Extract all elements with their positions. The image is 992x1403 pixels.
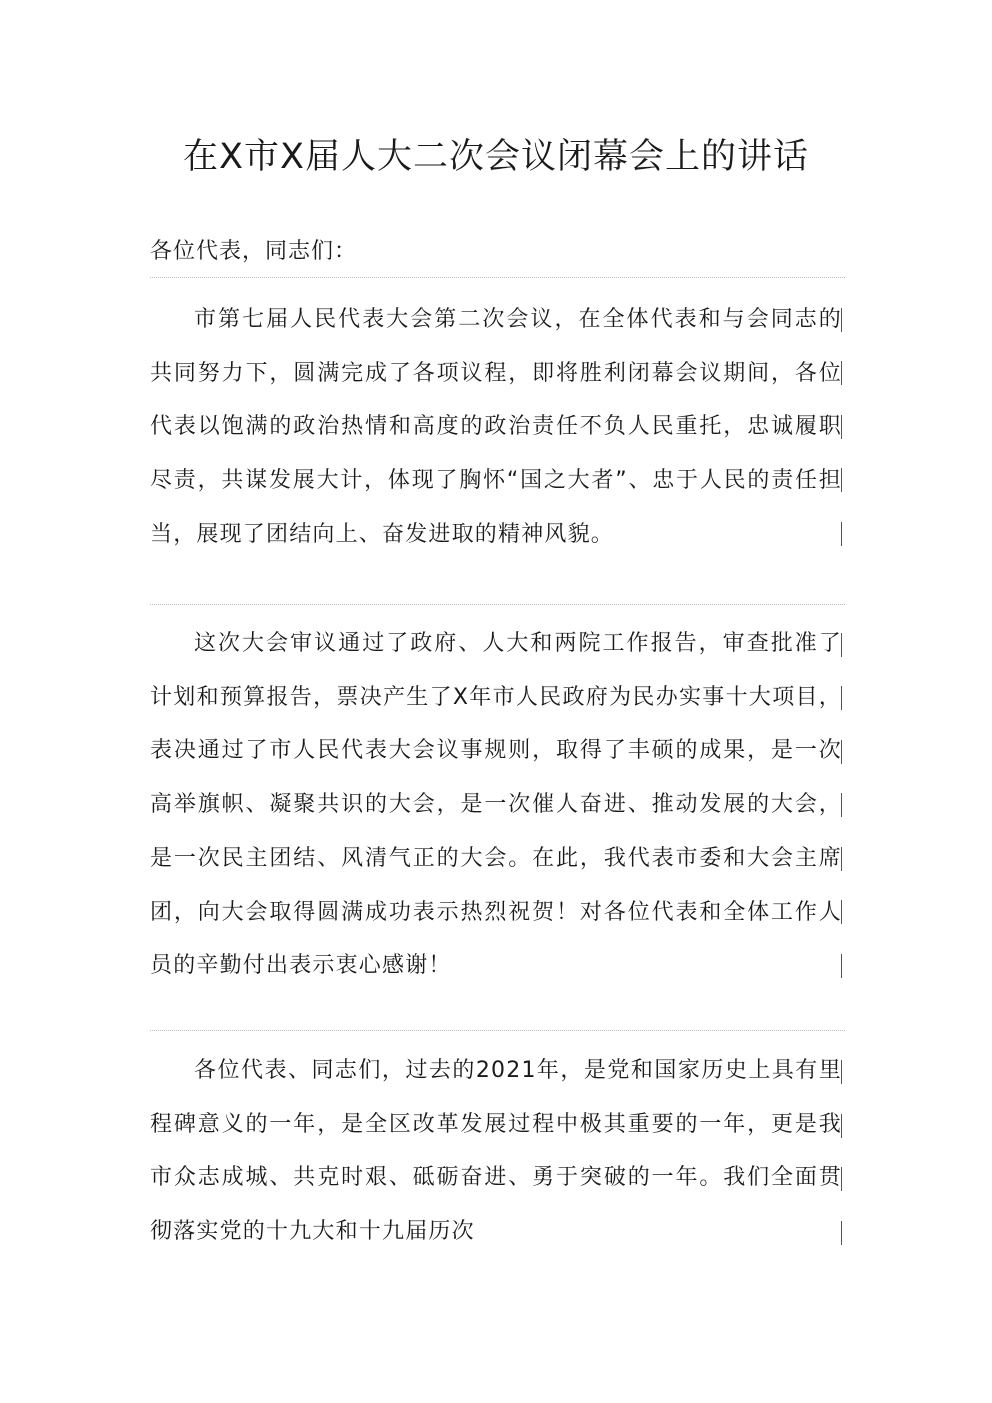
line-edge-mark xyxy=(841,740,842,764)
line-edge-mark xyxy=(841,900,842,924)
paragraph-2: 这次大会审议通过了政府、人大和两院工作报告，审查批准了计划和预算报告，票决产生了X年市人民政府为民办实事十大项目，表决通过了市人民代表大会议事规则，取得了丰硕的成果，是一次高举旗帜、凝聚共识的大会，是一次催人奋进、推动发展的大会，是一次民主团结、风清气正的大会。在此，我代表市委和大会主席团，向大会取得圆满成功表示热烈祝贺！对各位代表和全体工作人员的辛勤付出表示衷心感谢！ xyxy=(150,631,842,979)
paragraph-divider xyxy=(150,1030,845,1031)
paragraph-1: 市第七届人民代表大会第二次会议，在全体代表和与会同志的共同努力下，圆满完成了各项议程，即将胜利闭幕会议期间，各位代表以饱满的政治热情和高度的政治责任不负人民重托，忠诚履职尽责，共谋发展大计，体现了胸怀“国之大者”、忠于人民的责任担当，展现了团结向上、奋发进取的精神风貌。 xyxy=(150,307,842,547)
line-edge-mark xyxy=(841,1060,842,1084)
line-edge-mark xyxy=(841,1114,842,1138)
line-edge-mark xyxy=(841,793,842,817)
line-edge-mark xyxy=(841,1167,842,1191)
line-edge-mark xyxy=(841,468,842,492)
line-edge-mark xyxy=(841,954,842,978)
line-edge-mark xyxy=(841,686,842,710)
line-edge-mark xyxy=(841,522,842,546)
line-edge-mark xyxy=(841,1221,842,1245)
salutation: 各位代表，同志们： xyxy=(150,239,358,264)
line-edge-mark xyxy=(841,633,842,657)
paragraph-divider xyxy=(150,277,845,278)
line-edge-mark xyxy=(841,847,842,871)
line-edge-mark xyxy=(841,415,842,439)
document-title: 在X市X届人大二次会议闭幕会上的讲话 xyxy=(183,137,809,177)
line-edge-mark xyxy=(841,361,842,385)
paragraph-3: 各位代表、同志们，过去的2021年，是党和国家历史上具有里程碑意义的一年，是全区改革发展过程中极其重要的一年，更是我市众志成城、共克时艰、砥砺奋进、勇于突破的一年。我们全面贯彻落实党的十九大和十九届历次 xyxy=(150,1058,842,1245)
paragraph-divider xyxy=(150,604,845,605)
line-edge-mark xyxy=(841,308,842,332)
